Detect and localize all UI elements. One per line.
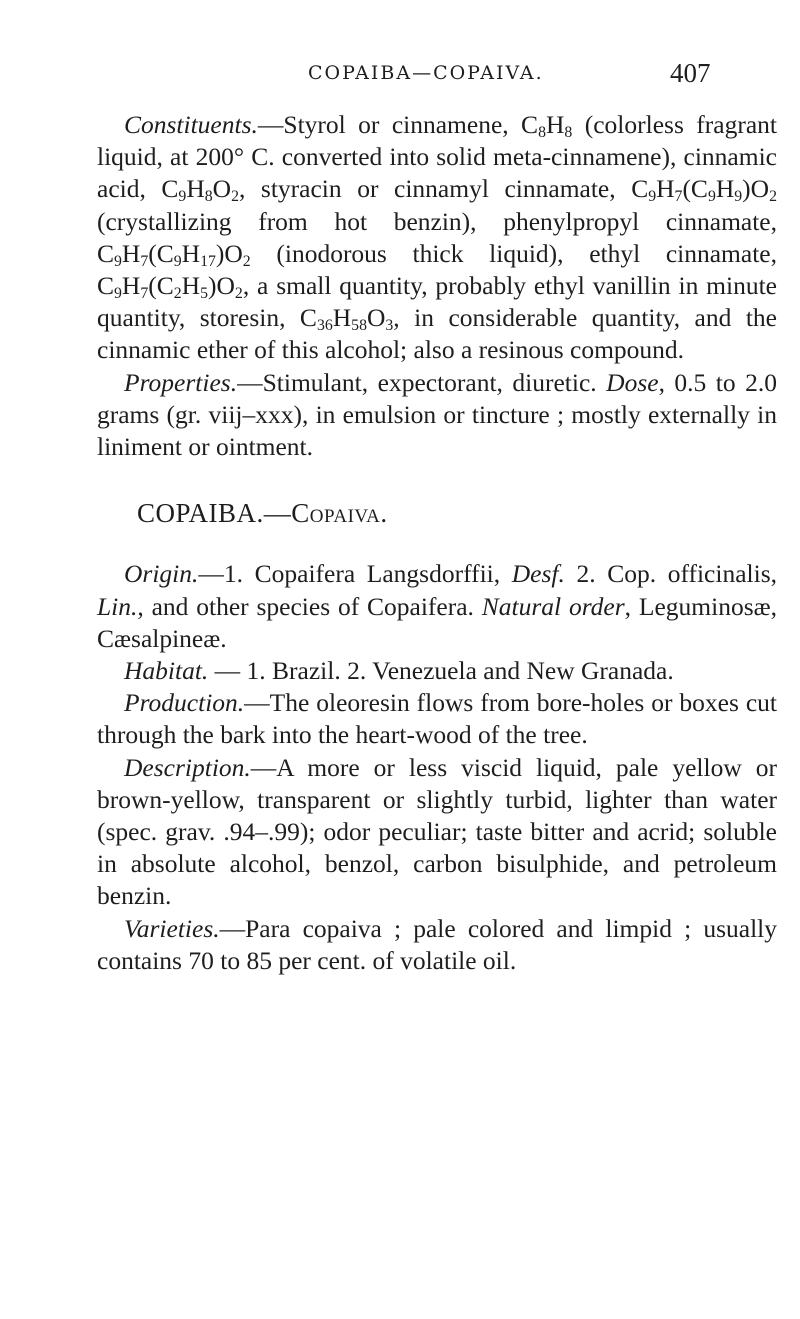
section-title [97, 497, 777, 529]
paragraph-lead: Constituents. [124, 110, 258, 139]
section-title-dash: — [263, 498, 292, 529]
page-number: 407 [670, 58, 711, 88]
page-header [0, 58, 800, 98]
subscript: 17 [200, 252, 216, 270]
subscript: 36 [316, 317, 333, 335]
subscript: 2 [242, 252, 251, 270]
paragraph-properties: Properties.—Stimulant, expectorant, diuretic. Dose, 0.5 to 2.0 grams (gr. viij–xxx), in emulsion or tincture ; mostly externally in liniment or ointment. [97, 367, 777, 462]
subscript: 7 [674, 188, 683, 206]
italic-term: Natural order [481, 591, 625, 621]
paragraph-lead: Origin. [124, 559, 199, 589]
paragraph-description: Description.—A more or less viscid liquid, pale yellow or brown-yellow, transparent or slightly turbid, lighter than water (spec. grav. .94–.99); odor peculiar; taste bitter and acrid; soluble in absolute alcohol, benzol, carbon bisulphide, and petroleum benzin. [97, 752, 777, 911]
subscript: 7 [140, 252, 149, 270]
paragraph-habitat: Habitat. — 1. Brazil. 2. Venezuela and New Granada. [124, 656, 674, 686]
paragraph-lead: Properties. [124, 367, 238, 397]
paragraph-origin: Origin.—1. Copaifera Langsdorffii, Desf. 2. Cop. officinalis, Lin., and other species of Copaifera. Natural order, Leguminosæ, Cæsalpineæ. [97, 559, 777, 653]
section-title-main: COPAIBA. [137, 498, 264, 529]
italic-term: Desf. [511, 559, 565, 589]
subscript: 9 [114, 252, 122, 270]
subscript: 2 [173, 284, 182, 302]
paragraph-production: Production.—The oleoresin flows from bore-holes or boxes cut through the bark into the heart-wood of the tree. [97, 688, 777, 750]
subscript: 9 [173, 252, 182, 270]
subscript: 2 [769, 188, 777, 206]
paragraph-lead: Production. [124, 688, 245, 718]
subscript: 3 [385, 317, 394, 335]
paragraph-lead: Varieties. [124, 913, 220, 943]
paragraph-varieties: Varieties.—Para copaiva ; pale colored and limpid ; usually contains 70 to 85 per cent. of volatile oil. [97, 913, 777, 975]
italic-term: Lin. [97, 591, 138, 621]
subscript: 9 [114, 284, 122, 302]
subscript: 9 [707, 188, 716, 206]
italic-term: Dose [606, 367, 659, 397]
body-text [97, 109, 777, 977]
subscript: 5 [200, 284, 208, 302]
paragraph-constituents: Constituents.—Styrol or cinnamene, $C_8H_8$ (colorless fragrant liquid, at 200° C. converted into solid meta-cinnamene), cinnamic acid, $C_9H_8O_2$, styracin or cinnamyl cinnamate, $C_9H_7(C_9H_9)O_2$ (crystallizing from hot benzin), phenylpropyl cinnamate, $C_9H_7(C_9H_{17})O_2$ (inodorous thick liquid), ethyl cinnamate, $C_9H_7(C_2H_5)O_2$, a small quantity, probably ethyl vanillin in minute quantity, storesin, $C_{36}H_{58}O_3$, in considerable quantity, and the cinnamic ether of this alcohol; also a resinous compound. [97, 110, 777, 365]
subscript: 8 [564, 123, 573, 141]
subscript: 9 [178, 188, 187, 206]
running-head: COPAIBA—COPAIVA. [308, 62, 544, 84]
subscript: 8 [204, 188, 213, 206]
subscript: 58 [351, 317, 367, 335]
paragraph-lead: Description. [124, 752, 251, 782]
section-title-sub: Copaiva. [291, 498, 388, 529]
subscript: 2 [234, 284, 243, 302]
paragraph-lead: Habitat. [124, 656, 209, 686]
subscript: 9 [648, 188, 657, 206]
subscript: 7 [140, 284, 149, 302]
subscript: 8 [538, 123, 546, 141]
subscript: 2 [231, 188, 239, 206]
subscript: 9 [734, 188, 743, 206]
